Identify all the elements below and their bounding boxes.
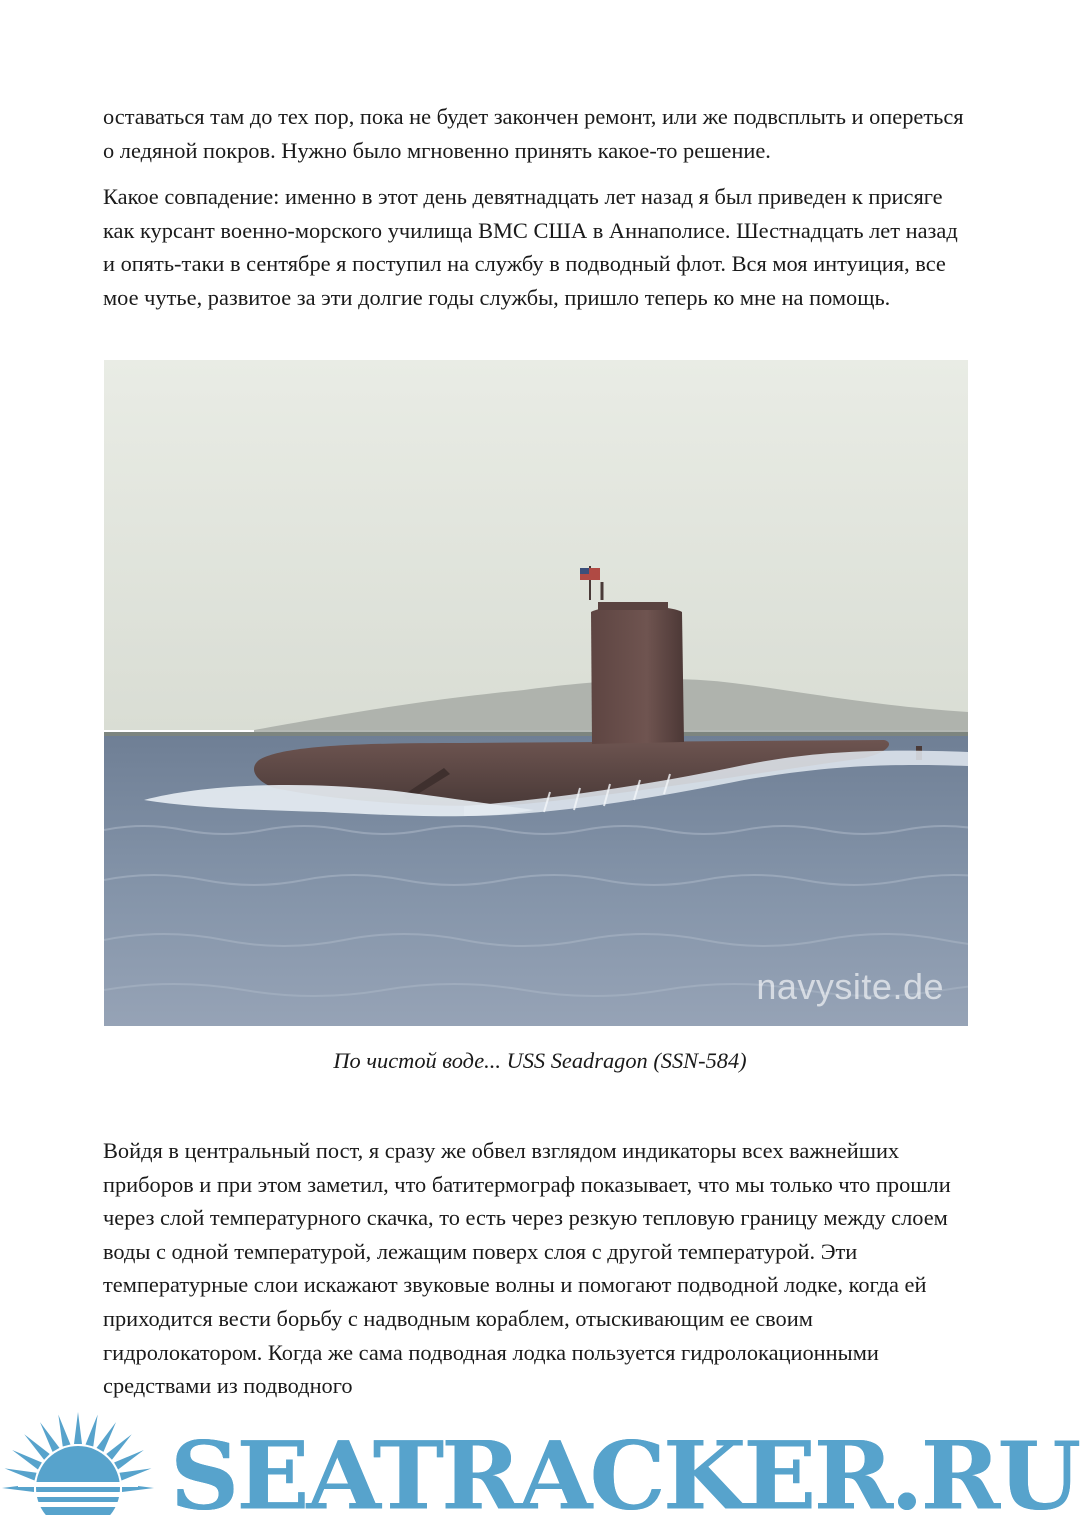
paragraph-2: Какое совпадение: именно в этот день девятнадцать лет назад я был приведен к присяге как курсант военно-морского училища ВМС США в Аннаполисе. Шестнадцать лет назад и опять-таки в сентябре я поступил на службу в подводный флот. Вся моя интуиция, все мое чутье, развитое за эти долгие годы службы, пришло теперь ко мне на помощь. xyxy=(103,184,958,310)
figure-caption: По чистой воде... USS Seadragon (SSN-584) xyxy=(333,1048,747,1073)
submarine-photo xyxy=(104,360,968,1026)
submarine-illustration xyxy=(104,360,968,1026)
text-block-bottom xyxy=(103,1134,973,1416)
site-logo-text: SEATRACKER.RU xyxy=(170,1420,1079,1531)
paragraph-1: оставаться там до тех пор, пока не будет закончен ремонт, или же подвсплыть и опереться о ледяной покров. Нужно было мгновенно принять какое-то решение. xyxy=(103,104,964,163)
paragraph-3: Войдя в центральный пост, я сразу же обвел взглядом индикаторы всех важнейших приборов и при этом заметил, что батитермограф показывает, что мы только что прошли через слой температурного скачка, то есть через резкую тепловую границу между слоем воды с одной температурой, лежащим поверх слоя с другой температурой. Эти температурные слои искажают звуковые волны и помогают подводной лодке, когда ей приходится вести борьбу с надводным кораблем, отыскивающим ее своим гидролокатором. Когда же сама подводная лодка пользуется гидролокационными средствами из подводного xyxy=(103,1138,951,1399)
photo-watermark: navysite.de xyxy=(756,966,944,1007)
text-block-top xyxy=(103,100,973,328)
